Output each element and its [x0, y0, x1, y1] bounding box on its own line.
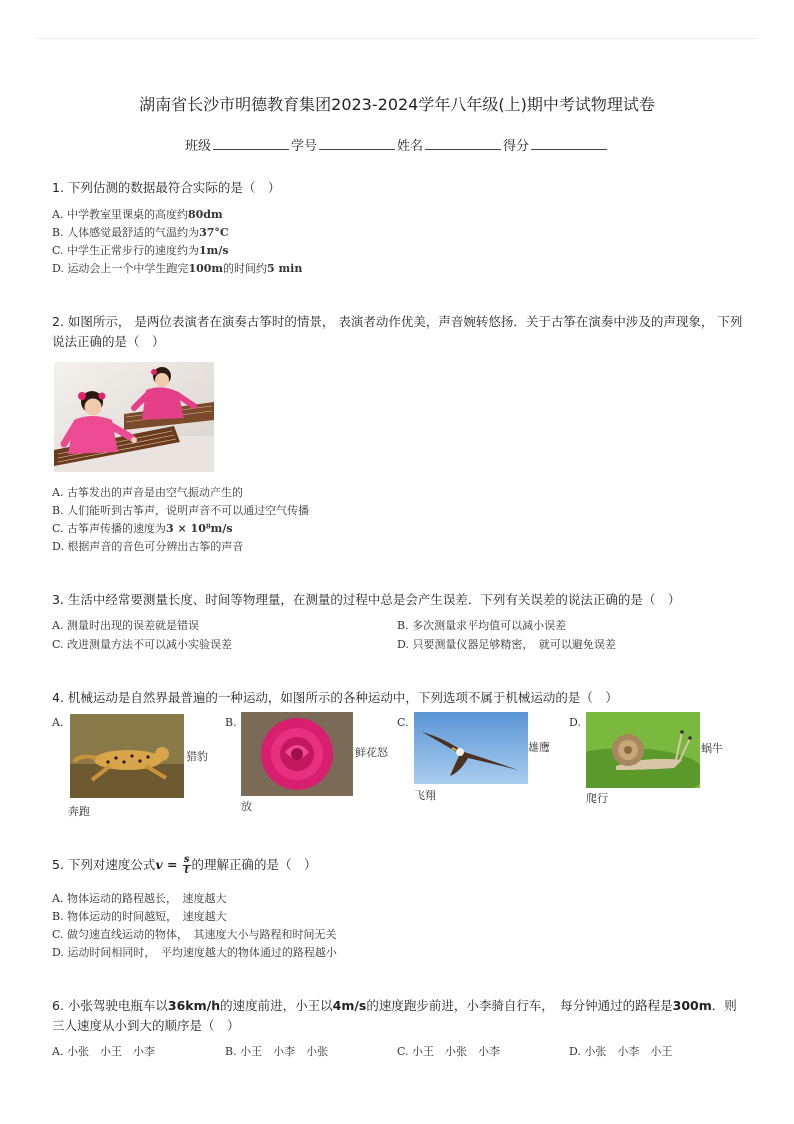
- option-letter: A.: [52, 208, 64, 221]
- class-blank: [213, 137, 289, 150]
- option-letter: D.: [397, 638, 409, 651]
- q1-option-d[interactable]: [52, 260, 302, 276]
- page-title: 湖南省长沙市明德教育集团2023-2024学年八年级(上)期中考试物理试卷: [139, 95, 655, 114]
- question-2-stem: 2. 如图所示， 是两位表演者在演奏古筝时的情景， 表演者动作优美，声音婉转悠扬．关于古筝在演奏中涉及的声现象， 下列说法正确的是（ ）: [52, 314, 743, 349]
- speed-value: 4m/s: [332, 998, 367, 1013]
- option-value: 37°C: [199, 226, 229, 239]
- option-letter: B.: [52, 910, 64, 923]
- option-text: 人体感觉最舒适的气温约为: [67, 226, 200, 239]
- option-text: 物体运动的路程越长， 速度越大: [66, 892, 227, 905]
- q5-option-d[interactable]: [52, 944, 337, 960]
- q5-option-c[interactable]: [52, 926, 337, 942]
- option-text: 的时间约: [223, 262, 268, 275]
- option-letter: D.: [52, 540, 64, 553]
- q5-option-a[interactable]: [52, 890, 226, 906]
- q3-option-a[interactable]: [52, 617, 199, 633]
- option-text: 古筝声传播的速度为: [67, 522, 167, 535]
- stem-text: 的速度跑步前进，小李骑自行车， 每分钟通过的路程是: [366, 998, 673, 1013]
- guzheng-performers-image: [54, 362, 214, 472]
- q2-option-d[interactable]: [52, 538, 243, 554]
- q4-option-b-letter[interactable]: B.: [225, 716, 237, 729]
- option-letter: A.: [52, 619, 64, 632]
- option-letter: B.: [52, 226, 64, 239]
- q4-option-d-label: 蜗牛: [701, 742, 723, 755]
- q4-option-d-letter[interactable]: D.: [569, 716, 581, 729]
- snail-image[interactable]: [586, 712, 700, 788]
- q4-option-b-label-cont: 放: [241, 800, 252, 813]
- name-blank: [425, 137, 501, 150]
- stem-text: ．则三人速度从小到大的顺序是（ ）: [52, 998, 737, 1033]
- option-letter: D.: [52, 946, 64, 959]
- score-label: 得分: [503, 139, 530, 154]
- option-letter: C.: [52, 638, 64, 651]
- speed-value: 36km/h: [167, 998, 221, 1013]
- option-letter: B.: [397, 619, 409, 632]
- option-letter: A.: [52, 486, 64, 499]
- option-letter: A.: [52, 1045, 64, 1058]
- q5-option-b[interactable]: [52, 908, 227, 924]
- q1-option-a[interactable]: [52, 206, 223, 222]
- option-text: 中学生正常步行的速度约为: [67, 244, 200, 257]
- question-6-stem: [52, 996, 744, 1036]
- option-text: 古筝发出的声音是由空气振动产生的: [66, 486, 243, 499]
- option-text: 改进测量方法不可以减小实验误差: [67, 638, 233, 651]
- q2-option-c[interactable]: [52, 520, 233, 536]
- option-letter: D.: [52, 262, 64, 275]
- formula-symbol: v: [155, 857, 163, 872]
- cheetah-image[interactable]: [70, 714, 184, 798]
- option-value: 100m: [188, 262, 224, 275]
- eagle-image[interactable]: [414, 712, 528, 784]
- option-letter: C.: [52, 244, 64, 257]
- header-divider: [36, 38, 758, 39]
- option-text: 小王 小李 小张: [240, 1045, 329, 1058]
- q1-option-c[interactable]: [52, 242, 229, 258]
- question-5-stem: [52, 855, 744, 876]
- q4-option-a-label: 猎豹: [186, 750, 208, 763]
- option-letter: B.: [52, 504, 64, 517]
- question-3-stem: 3. 生活中经常要测量长度、时间等物理量，在测量的过程中总是会产生误差．下列有关误差的说法正确的是（ ）: [52, 592, 681, 607]
- option-letter: C.: [52, 522, 64, 535]
- rose-image[interactable]: [241, 712, 353, 796]
- question-1-stem: 1. 下列估测的数据最符合实际的是（ ）: [52, 180, 281, 195]
- number-blank: [319, 137, 395, 150]
- q4-option-a-letter[interactable]: A.: [52, 716, 64, 729]
- formula-denominator: t: [184, 865, 189, 876]
- q6-option-d[interactable]: [569, 1043, 672, 1059]
- option-text: 物体运动的时间越短， 速度越大: [67, 910, 227, 923]
- stem-text: 的理解正确的是（ ）: [191, 857, 317, 872]
- option-text: 小张 小王 小李: [66, 1045, 155, 1058]
- distance-value: 300m: [672, 998, 712, 1013]
- q4-option-c-label: 雄鹰: [528, 741, 550, 754]
- option-value: 80dm: [187, 208, 223, 221]
- option-value: 3 × 10⁸m/s: [166, 522, 233, 535]
- formula-numerator: s: [183, 854, 190, 865]
- stem-text: 6. 小张驾驶电瓶车以: [52, 998, 168, 1013]
- q4-option-c-label-cont: 飞翔: [414, 789, 436, 802]
- option-text: 测量时出现的误差就是错误: [66, 619, 199, 632]
- formula-fraction: [183, 855, 191, 876]
- option-text: 运动时间相同时， 平均速度越大的物体通过的路程越小: [67, 946, 337, 959]
- class-label: 班级: [184, 139, 211, 154]
- score-blank: [531, 137, 607, 150]
- formula-equals: =: [162, 857, 182, 872]
- option-text: 小张 小李 小王: [584, 1045, 673, 1058]
- q4-option-d-label-cont: 爬行: [586, 792, 608, 805]
- option-value: 1m/s: [199, 244, 229, 257]
- option-text: 做匀速直线运动的物体， 其速度大小与路程和时间无关: [67, 928, 337, 941]
- q6-option-b[interactable]: [225, 1043, 328, 1059]
- q3-option-b[interactable]: [397, 617, 566, 633]
- option-text: 人们能听到古筝声，说明声音不可以通过空气传播: [67, 504, 310, 517]
- option-letter: A.: [52, 892, 64, 905]
- option-text: 只要测量仪器足够精密， 就可以避免误差: [412, 638, 616, 651]
- name-label: 姓名: [397, 139, 424, 154]
- question-4-stem: 4. 机械运动是自然界最普遍的一种运动，如图所示的各种运动中，下列选项不属于机械运动的是（ ）: [52, 690, 618, 705]
- option-text: 中学教室里课桌的高度约: [66, 208, 188, 221]
- option-text: 运动会上一个中学生跑完: [67, 262, 189, 275]
- q3-option-c[interactable]: [52, 636, 232, 652]
- q4-option-a-label-cont: 奔跑: [68, 805, 90, 818]
- q6-option-c[interactable]: [397, 1043, 500, 1059]
- stem-text: 的速度前进，小王以: [220, 998, 333, 1013]
- q4-option-c-letter[interactable]: C.: [397, 716, 409, 729]
- option-letter: D.: [569, 1045, 581, 1058]
- q6-option-a[interactable]: [52, 1043, 155, 1059]
- q1-option-b[interactable]: [52, 224, 229, 240]
- option-letter: C.: [52, 928, 64, 941]
- option-value: 5 min: [267, 262, 303, 275]
- q4-option-b-label: 鲜花怒: [355, 746, 388, 759]
- option-letter: B.: [225, 1045, 237, 1058]
- q2-option-a[interactable]: [52, 484, 243, 500]
- option-text: 小王 小张 小李: [412, 1045, 501, 1058]
- option-text: 根据声音的音色可分辨出古筝的声音: [67, 540, 244, 553]
- option-letter: C.: [397, 1045, 409, 1058]
- speed-formula: [155, 854, 191, 876]
- student-info-line: [0, 135, 794, 154]
- number-label: 学号: [290, 139, 317, 154]
- stem-text: 5. 下列对速度公式: [52, 857, 156, 872]
- q3-option-d[interactable]: [397, 636, 616, 652]
- q2-option-b[interactable]: [52, 502, 309, 518]
- option-text: 多次测量求平均值可以减小误差: [412, 619, 567, 632]
